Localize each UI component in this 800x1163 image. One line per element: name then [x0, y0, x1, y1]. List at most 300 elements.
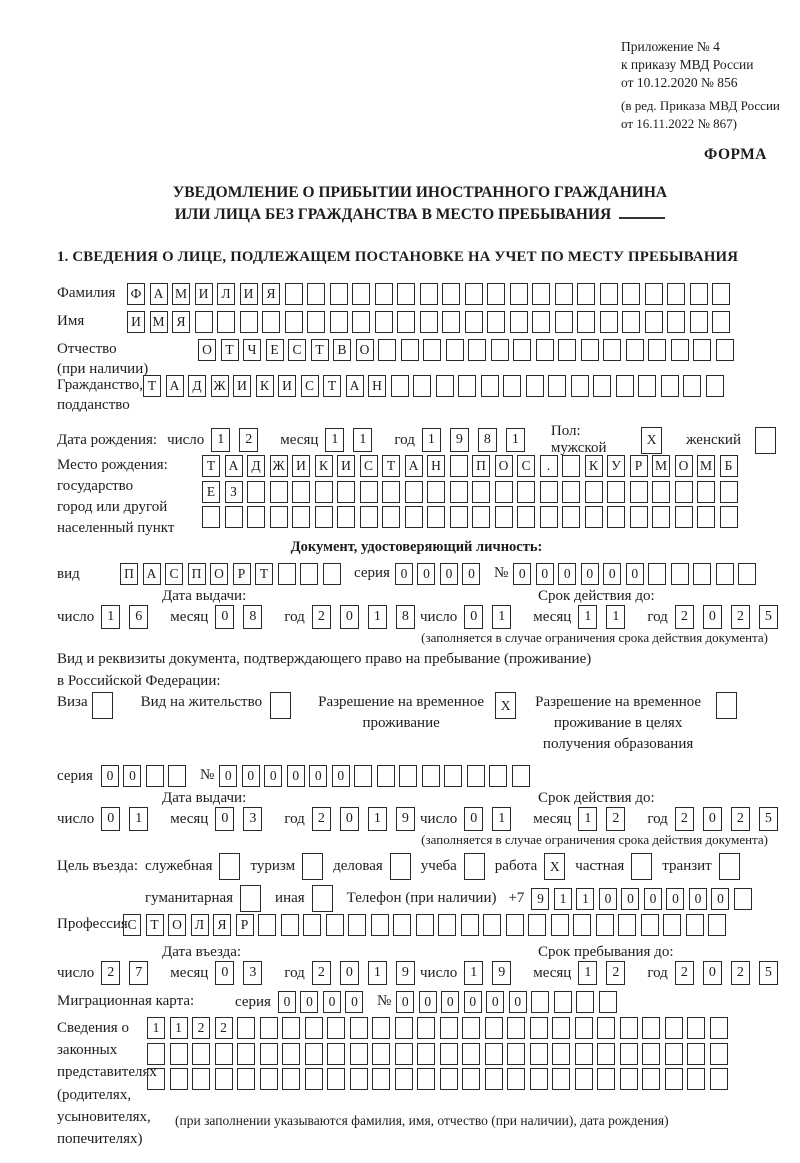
char-cell: 0: [581, 563, 599, 585]
char-cell: [372, 1017, 390, 1039]
option-temp-residence-education: Разрешение на временное проживание в целях получения образования: [528, 692, 737, 755]
doc-kind-cells: [120, 563, 345, 585]
char-cell: [596, 914, 614, 936]
permit-number-cells: [219, 765, 534, 787]
appendix-line: от 10.12.2020 № 856: [621, 75, 738, 90]
char-cell: 1: [464, 961, 483, 985]
char-cell: 1: [101, 605, 120, 629]
appendix-block: [621, 38, 780, 133]
char-cell: 0: [599, 888, 617, 910]
char-cell: [240, 885, 261, 912]
char-cell: [270, 481, 288, 503]
char-cell: [597, 1068, 615, 1090]
char-cell: [450, 506, 468, 528]
char-cell: [620, 1017, 638, 1039]
char-cell: [472, 481, 490, 503]
char-cell: [600, 283, 618, 305]
char-cell: [417, 1017, 435, 1039]
char-cell: 0: [417, 563, 435, 585]
char-cell: [530, 1068, 548, 1090]
char-cell: [285, 283, 303, 305]
profession-label: Профессия: [57, 916, 128, 932]
char-cell: [562, 506, 580, 528]
char-cell: [581, 339, 599, 361]
char-cell: О: [168, 914, 186, 936]
char-cell: [665, 1017, 683, 1039]
char-cell: [755, 427, 776, 454]
char-cell: [323, 563, 341, 585]
purpose-business-checkbox: [390, 853, 411, 880]
char-cell: [631, 853, 652, 880]
char-cell: 0: [509, 991, 527, 1013]
birth-place-row-2: [202, 481, 742, 503]
issue-month-cells: [215, 605, 271, 629]
char-cell: [260, 1017, 278, 1039]
char-cell: [330, 283, 348, 305]
char-cell: [423, 339, 441, 361]
char-cell: [395, 1068, 413, 1090]
char-cell: [626, 339, 644, 361]
char-cell: [706, 375, 724, 397]
char-cell: О: [198, 339, 216, 361]
char-cell: 0: [626, 563, 644, 585]
char-cell: [532, 283, 550, 305]
char-cell: [382, 481, 400, 503]
permit-issue-year-cells: [312, 807, 424, 831]
char-cell: [513, 339, 531, 361]
char-cell: [642, 1068, 660, 1090]
char-cell: Р: [233, 563, 251, 585]
char-cell: [405, 481, 423, 503]
char-cell: [270, 506, 288, 528]
char-cell: Б: [720, 455, 738, 477]
char-cell: 0: [396, 991, 414, 1013]
char-cell: [195, 311, 213, 333]
char-cell: [622, 283, 640, 305]
char-cell: [147, 1043, 165, 1065]
char-cell: 0: [309, 765, 327, 787]
char-cell: [512, 765, 530, 787]
char-cell: [350, 1043, 368, 1065]
field-surname: [57, 283, 776, 311]
char-cell: [436, 375, 454, 397]
char-cell: [485, 1017, 503, 1039]
char-cell: М: [697, 455, 715, 477]
char-cell: 0: [703, 961, 722, 985]
char-cell: [303, 914, 321, 936]
char-cell: [697, 481, 715, 503]
char-cell: [517, 481, 535, 503]
char-cell: 5: [759, 961, 778, 985]
char-cell: [562, 455, 580, 477]
char-cell: [462, 1068, 480, 1090]
char-cell: 2: [606, 807, 625, 831]
char-cell: 0: [215, 961, 234, 985]
char-cell: 1: [368, 605, 387, 629]
char-cell: [315, 481, 333, 503]
char-cell: [302, 853, 323, 880]
char-cell: [285, 311, 303, 333]
char-cell: [420, 283, 438, 305]
char-cell: Т: [311, 339, 329, 361]
sex-female-checkbox: [755, 427, 776, 454]
patronymic-label: Отчество (при наличии): [57, 339, 198, 379]
char-cell: 9: [396, 807, 415, 831]
char-cell: 0: [464, 807, 483, 831]
char-cell: [648, 563, 666, 585]
field-profession: [57, 914, 776, 945]
char-cell: [642, 1017, 660, 1039]
char-cell: [417, 1043, 435, 1065]
char-cell: [225, 506, 243, 528]
field-birth-place: [57, 455, 776, 539]
purpose-label: Цель въезда:: [57, 858, 138, 874]
char-cell: С: [301, 375, 319, 397]
char-cell: К: [256, 375, 274, 397]
char-cell: 1: [506, 428, 525, 452]
char-cell: [464, 853, 485, 880]
char-cell: У: [607, 455, 625, 477]
char-cell: [458, 375, 476, 397]
char-cell: [444, 765, 462, 787]
appendix-line: Приложение № 4: [621, 39, 720, 54]
char-cell: 5: [759, 605, 778, 629]
birth-day-group: [167, 428, 267, 452]
char-cell: 2: [675, 961, 694, 985]
char-cell: [390, 853, 411, 880]
char-cell: [671, 339, 689, 361]
char-cell: [371, 914, 389, 936]
char-cell: В: [333, 339, 351, 361]
legal-reps-row-2: [147, 1043, 732, 1065]
char-cell: [675, 506, 693, 528]
char-cell: [622, 311, 640, 333]
char-cell: К: [585, 455, 603, 477]
char-cell: И: [292, 455, 310, 477]
option-residence-permit: Вид на жительство: [141, 692, 291, 719]
char-cell: 0: [215, 807, 234, 831]
char-cell: 0: [300, 991, 318, 1013]
char-cell: [481, 375, 499, 397]
char-cell: [540, 481, 558, 503]
birth-year-cells: [422, 428, 534, 452]
char-cell: [417, 1068, 435, 1090]
char-cell: [506, 914, 524, 936]
char-cell: 8: [478, 428, 497, 452]
char-cell: [487, 311, 505, 333]
char-cell: [585, 481, 603, 503]
char-cell: С: [123, 914, 141, 936]
char-cell: [607, 481, 625, 503]
char-cell: П: [120, 563, 138, 585]
char-cell: 2: [675, 807, 694, 831]
char-cell: [462, 1043, 480, 1065]
char-cell: И: [278, 375, 296, 397]
char-cell: 0: [536, 563, 554, 585]
char-cell: И: [233, 375, 251, 397]
char-cell: 1: [147, 1017, 165, 1039]
form-word: ФОРМА: [703, 146, 767, 163]
char-cell: X: [495, 692, 516, 719]
char-cell: [552, 1017, 570, 1039]
char-cell: [262, 311, 280, 333]
char-cell: [147, 1068, 165, 1090]
entry-date-row: число 2 7 месяц 0 3 год 2 0 1 9 число 1 9 месяц 1 2 год 2 0 2 5: [57, 960, 776, 986]
char-cell: 2: [731, 961, 750, 985]
char-cell: С: [360, 455, 378, 477]
birth-month-cells: [325, 428, 381, 452]
issue-heading: Дата выдачи:: [162, 588, 247, 604]
char-cell: 0: [711, 888, 729, 910]
char-cell: 0: [395, 563, 413, 585]
char-cell: И: [195, 283, 213, 305]
char-cell: [307, 311, 325, 333]
char-cell: 9: [450, 428, 469, 452]
char-cell: [530, 1043, 548, 1065]
option-temp-residence: Разрешение на временное проживание X: [315, 692, 516, 734]
char-cell: [571, 375, 589, 397]
char-cell: [375, 283, 393, 305]
char-cell: Т: [143, 375, 161, 397]
char-cell: [465, 311, 483, 333]
char-cell: [438, 914, 456, 936]
field-patronymic: [57, 339, 776, 375]
citizenship-label: Гражданство, подданство: [57, 377, 144, 413]
char-cell: 1: [578, 605, 597, 629]
permit-series-cells: [101, 765, 191, 787]
char-cell: [330, 311, 348, 333]
char-cell: [710, 1017, 728, 1039]
char-cell: [442, 311, 460, 333]
profession-cells: [123, 914, 731, 936]
char-cell: 0: [340, 961, 359, 985]
char-cell: 0: [323, 991, 341, 1013]
char-cell: [215, 1068, 233, 1090]
purpose-humanitarian-checkbox: [240, 885, 261, 912]
char-cell: 0: [603, 563, 621, 585]
char-cell: [665, 1043, 683, 1065]
char-cell: 0: [340, 605, 359, 629]
year-label: год: [394, 431, 415, 448]
char-cell: [258, 914, 276, 936]
char-cell: А: [166, 375, 184, 397]
char-cell: [693, 339, 711, 361]
char-cell: [536, 339, 554, 361]
char-cell: [531, 991, 549, 1013]
char-cell: П: [472, 455, 490, 477]
char-cell: [354, 765, 372, 787]
char-cell: 0: [689, 888, 707, 910]
char-cell: Ж: [270, 455, 288, 477]
phone-prefix: +7: [508, 890, 525, 906]
char-cell: [168, 765, 186, 787]
expiry-day-cells: [464, 605, 520, 629]
char-cell: 2: [215, 1017, 233, 1039]
char-cell: 2: [675, 605, 694, 629]
char-cell: Р: [630, 455, 648, 477]
stay-until-heading: Срок пребывания до:: [538, 944, 674, 960]
stay-month-cells: [578, 961, 634, 985]
char-cell: [260, 1068, 278, 1090]
char-cell: [638, 375, 656, 397]
sex-male-label: Пол: мужской: [550, 423, 607, 456]
char-cell: 2: [312, 605, 331, 629]
char-cell: .: [540, 455, 558, 477]
char-cell: [483, 914, 501, 936]
char-cell: [305, 1043, 323, 1065]
char-cell: [219, 853, 240, 880]
char-cell: М: [652, 455, 670, 477]
migration-series-cells: [278, 991, 368, 1013]
char-cell: 8: [243, 605, 262, 629]
birth-place-row-1: [202, 455, 742, 477]
char-cell: 2: [192, 1017, 210, 1039]
char-cell: [710, 1068, 728, 1090]
char-cell: [712, 311, 730, 333]
char-cell: 2: [312, 807, 331, 831]
char-cell: 0: [440, 563, 458, 585]
char-cell: [577, 311, 595, 333]
title-line-2: ИЛИ ЛИЦА БЕЗ ГРАЖДАНСТВА В МЕСТО ПРЕБЫВАНИЯ: [40, 204, 800, 226]
char-cell: [667, 283, 685, 305]
char-cell: [510, 283, 528, 305]
char-cell: 3: [243, 807, 262, 831]
purpose-other-checkbox: [312, 885, 333, 912]
surname-cells: [127, 283, 735, 305]
char-cell: 0: [101, 765, 119, 787]
char-cell: 0: [666, 888, 684, 910]
char-cell: [507, 1068, 525, 1090]
char-cell: [687, 1068, 705, 1090]
char-cell: [648, 339, 666, 361]
char-cell: 8: [396, 605, 415, 629]
char-cell: 2: [606, 961, 625, 985]
char-cell: [170, 1068, 188, 1090]
char-cell: Т: [255, 563, 273, 585]
char-cell: [710, 1043, 728, 1065]
char-cell: [372, 1043, 390, 1065]
char-cell: [495, 506, 513, 528]
char-cell: [555, 283, 573, 305]
char-cell: [461, 914, 479, 936]
char-cell: [708, 914, 726, 936]
char-cell: 0: [513, 563, 531, 585]
char-cell: [558, 339, 576, 361]
char-cell: [551, 914, 569, 936]
permit-expiry-heading: Срок действия до:: [538, 790, 655, 806]
char-cell: М: [172, 283, 190, 305]
char-cell: [352, 283, 370, 305]
char-cell: 9: [531, 888, 549, 910]
legal-reps-note: (при заполнении указываются фамилия, имя, отчество (при наличии), дата рождения): [175, 1113, 669, 1128]
char-cell: [510, 311, 528, 333]
char-cell: [552, 1068, 570, 1090]
char-cell: [663, 914, 681, 936]
char-cell: [485, 1068, 503, 1090]
char-cell: [237, 1043, 255, 1065]
char-cell: 0: [644, 888, 662, 910]
char-cell: [585, 506, 603, 528]
char-cell: 6: [129, 605, 148, 629]
char-cell: 0: [345, 991, 363, 1013]
birth-month-group: [280, 428, 381, 452]
char-cell: 1: [211, 428, 230, 452]
permit-expiry-day-cells: [464, 807, 520, 831]
char-cell: [440, 1017, 458, 1039]
title-line-1: УВЕДОМЛЕНИЕ О ПРИБЫТИИ ИНОСТРАННОГО ГРАЖДАНИНА: [172, 184, 668, 201]
char-cell: [327, 1068, 345, 1090]
char-cell: [503, 375, 521, 397]
char-cell: [555, 311, 573, 333]
char-cell: [427, 481, 445, 503]
char-cell: [620, 1068, 638, 1090]
char-cell: А: [405, 455, 423, 477]
permit-intro: Вид и реквизиты документа, подтверждающего право на пребывание (проживание) в Российской Федерации:: [57, 651, 592, 689]
option-visa: Виза: [57, 692, 113, 719]
purpose-private-checkbox: [631, 853, 652, 880]
char-cell: [327, 1043, 345, 1065]
char-cell: [719, 853, 740, 880]
char-cell: [278, 563, 296, 585]
char-cell: 9: [492, 961, 511, 985]
char-cell: 0: [332, 765, 350, 787]
char-cell: Л: [191, 914, 209, 936]
char-cell: [720, 506, 738, 528]
char-cell: [337, 506, 355, 528]
char-cell: [683, 375, 701, 397]
char-cell: [661, 375, 679, 397]
char-cell: [413, 375, 431, 397]
char-cell: [440, 1068, 458, 1090]
char-cell: 0: [278, 991, 296, 1013]
char-cell: [716, 563, 734, 585]
char-cell: [575, 1017, 593, 1039]
char-cell: [395, 1017, 413, 1039]
entry-year-cells: [312, 961, 424, 985]
char-cell: [399, 765, 417, 787]
char-cell: [260, 1043, 278, 1065]
char-cell: [532, 311, 550, 333]
char-cell: [360, 506, 378, 528]
citizenship-cells: [143, 375, 728, 397]
field-doc-kind: [57, 558, 776, 589]
char-cell: [292, 481, 310, 503]
char-cell: [465, 283, 483, 305]
entry-month-cells: [215, 961, 271, 985]
char-cell: [665, 1068, 683, 1090]
char-cell: [315, 506, 333, 528]
char-cell: З: [225, 481, 243, 503]
char-cell: [530, 1017, 548, 1039]
char-cell: [240, 311, 258, 333]
char-cell: [337, 481, 355, 503]
char-cell: [641, 914, 659, 936]
char-cell: Я: [213, 914, 231, 936]
form-body: [57, 283, 776, 1148]
char-cell: 0: [486, 991, 504, 1013]
birth-year-group: [394, 428, 533, 452]
entry-date-heading: Дата въезда:: [162, 944, 242, 960]
sex-female-label: женский: [686, 431, 741, 448]
issue-day-cells: [101, 605, 157, 629]
char-cell: [305, 1068, 323, 1090]
char-cell: [292, 506, 310, 528]
permit-restriction-note: (заполняется в случае ограничения срока действия документа): [421, 832, 768, 847]
char-cell: [616, 375, 634, 397]
permit-series-label: серия: [57, 767, 93, 784]
char-cell: А: [143, 563, 161, 585]
char-cell: [422, 765, 440, 787]
